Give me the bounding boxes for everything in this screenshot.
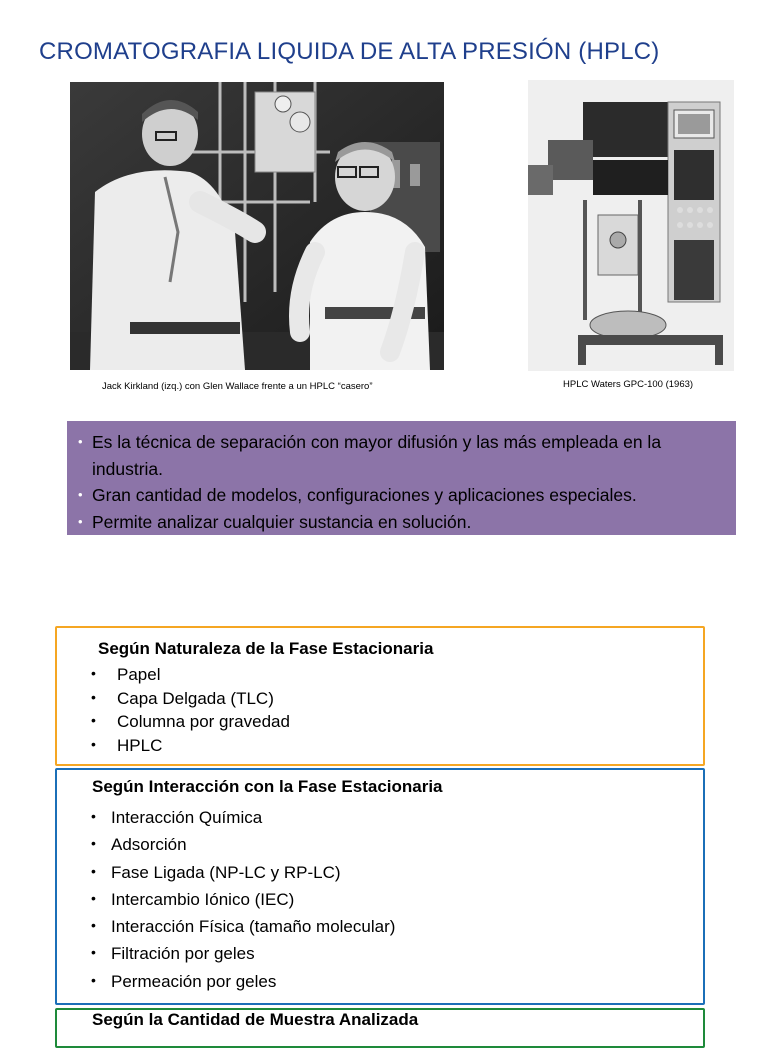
- list-item: • Fase Ligada (NP-LC y RP-LC): [91, 859, 395, 886]
- section-list: [91, 663, 290, 757]
- page-title: CROMATOGRAFIA LIQUIDA DE ALTA PRESIÓN (HPLC): [39, 38, 660, 65]
- hplc-instrument-photo: [528, 80, 734, 371]
- list-item: • Columna por gravedad: [91, 710, 290, 734]
- bullet-icon: •: [91, 944, 96, 961]
- highlights-box: [67, 421, 736, 535]
- bullet-icon: •: [91, 917, 96, 934]
- section-title: Según Naturaleza de la Fase Estacionaria: [98, 639, 434, 658]
- highlight-item: • Es la técnica de separación con mayor difusión y las más empleada en la industria.: [73, 429, 728, 482]
- bullet-icon: •: [91, 735, 96, 752]
- list-item: • Intercambio Iónico (IEC): [91, 886, 395, 913]
- list-item: • Permeación por geles: [91, 968, 395, 995]
- section-fase-estacionaria-naturaleza: [55, 626, 705, 766]
- bullet-icon: •: [91, 712, 96, 728]
- photo-caption-left: Jack Kirkland (izq.) con Glen Wallace frente a un HPLC “casero”: [102, 381, 373, 392]
- bullet-icon: •: [78, 513, 83, 529]
- bullet-icon: •: [91, 835, 96, 852]
- highlights-list: [73, 429, 728, 535]
- bullet-icon: •: [91, 862, 96, 879]
- section-cantidad-muestra: [55, 1008, 705, 1048]
- photo-caption-right: HPLC Waters GPC-100 (1963): [563, 379, 694, 390]
- section-list: [91, 804, 395, 995]
- bullet-icon: •: [91, 808, 96, 824]
- bullet-icon: •: [78, 434, 83, 449]
- list-item: • Adsorción: [91, 831, 395, 858]
- bullet-icon: •: [91, 688, 96, 705]
- list-item: • Filtración por geles: [91, 940, 395, 967]
- bullet-icon: •: [91, 971, 96, 988]
- list-item: • Interacción Química: [91, 804, 395, 831]
- scientists-photo: [70, 82, 444, 370]
- section-interaccion-fase-estacionaria: [55, 768, 705, 1005]
- list-item: • Papel: [91, 663, 290, 687]
- bullet-icon: •: [91, 889, 96, 906]
- highlight-item: • Permite analizar cualquier sustancia en solución.: [73, 509, 728, 536]
- list-item: • Capa Delgada (TLC): [91, 687, 290, 711]
- section-title: Según la Cantidad de Muestra Analizada: [92, 1010, 419, 1029]
- list-item: • HPLC: [91, 734, 290, 758]
- section-title: Según Interacción con la Fase Estacionaria: [92, 777, 443, 796]
- bullet-icon: •: [78, 487, 83, 502]
- list-item: • Interacción Física (tamaño molecular): [91, 913, 395, 940]
- highlight-item: • Gran cantidad de modelos, configuraciones y aplicaciones especiales.: [73, 482, 728, 509]
- bullet-icon: •: [91, 665, 96, 681]
